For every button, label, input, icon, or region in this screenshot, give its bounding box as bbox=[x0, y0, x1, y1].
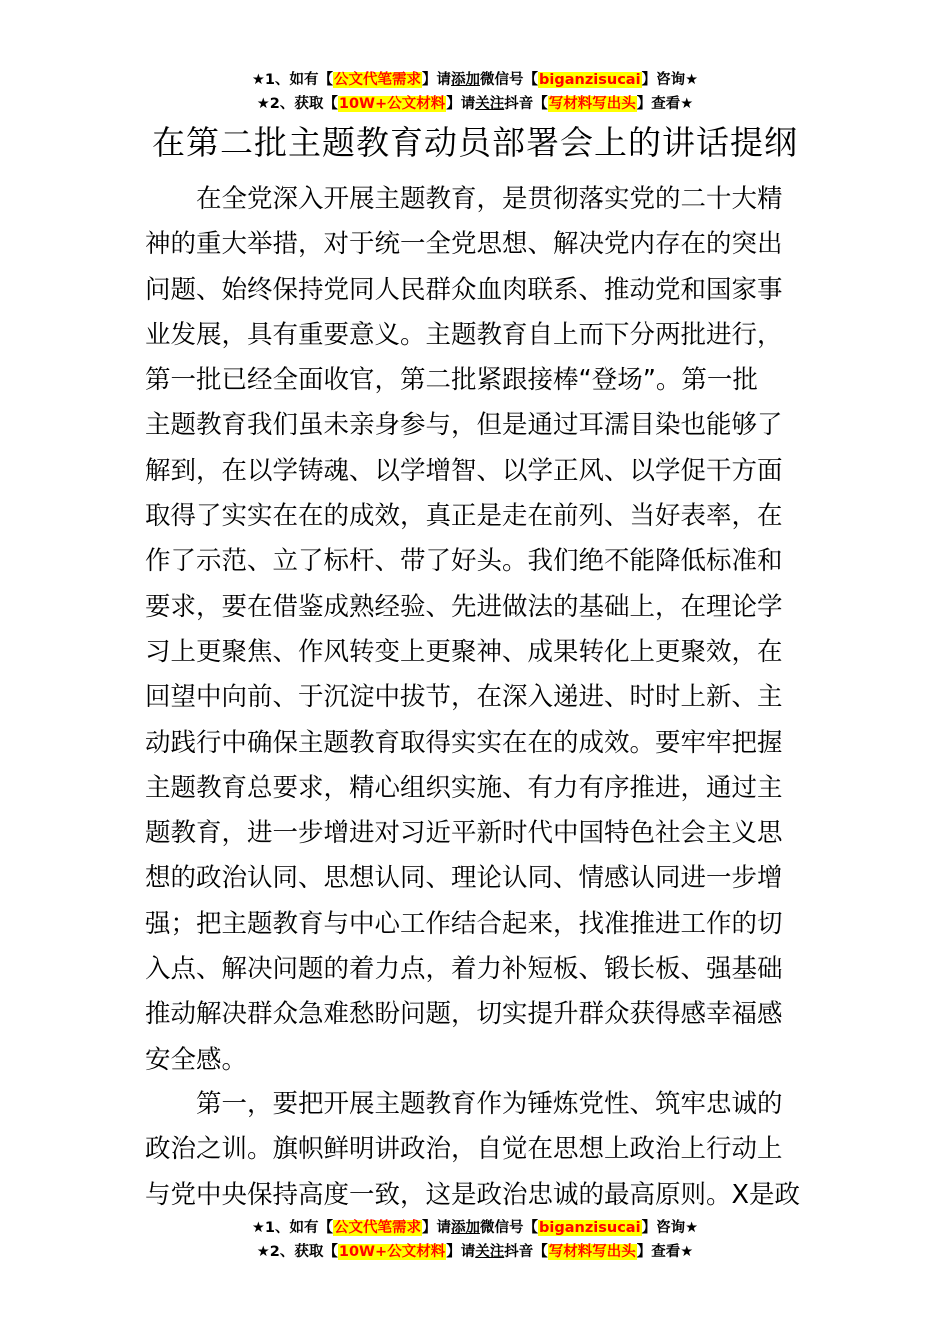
banner-highlight-wechat-id: biganzisucai bbox=[539, 72, 641, 88]
banner-text: 】请 bbox=[422, 72, 452, 88]
banner-line-1 bbox=[0, 68, 950, 92]
document-title: 在第二批主题教育动员部署会上的讲话提纲 bbox=[152, 123, 798, 162]
text-line: 习上更聚焦、作风转变上更聚神、成果转化上更聚效，在 bbox=[145, 636, 783, 667]
text-line: 推动解决群众急难愁盼问题，切实提升群众获得感幸福感 bbox=[145, 999, 783, 1030]
text-line: 主题教育我们虽未亲身参与，但是通过耳濡目染也能够了 bbox=[145, 410, 783, 441]
text-line: 在全党深入开展主题教育，是贯彻落实党的二十大精 bbox=[145, 184, 783, 214]
text-line: 第一，要把开展主题教育作为锤炼党性、筑牢忠诚的 bbox=[145, 1089, 783, 1119]
banner-line-2 bbox=[0, 92, 950, 116]
banner-text: 】请 bbox=[446, 96, 476, 112]
text-line: 作了示范、立了标杆、带了好头。我们绝不能降低标准和 bbox=[145, 546, 783, 577]
banner-text: 微信号【 bbox=[480, 72, 539, 88]
text-line: 取得了实实在在的成效，真正是走在前列、当好表率，在 bbox=[145, 501, 783, 532]
banner-highlight-wechat-id: biganzisucai bbox=[539, 1220, 641, 1236]
banner-text: ★2、获取【 bbox=[256, 96, 338, 112]
text-line: 问题、始终保持党同人民群众血肉联系、推动党和国家事 bbox=[145, 274, 783, 305]
banner-line-2 bbox=[0, 1240, 950, 1264]
text-line: 主题教育总要求，精心组织实施、有力有序推进，通过主 bbox=[145, 772, 783, 803]
text-line: 回望中向前、于沉淀中拔节，在深入递进、时时上新、主 bbox=[145, 682, 783, 713]
banner-text: ★1、如有【 bbox=[251, 72, 334, 88]
banner-text: 】查看★ bbox=[636, 1244, 694, 1260]
banner-text: 】请 bbox=[422, 1220, 452, 1236]
text-line: 政治之训。旗帜鲜明讲政治，自觉在思想上政治上行动上 bbox=[145, 1134, 783, 1165]
banner-text: ★2、获取【 bbox=[256, 1244, 338, 1260]
banner-text: 抖音【 bbox=[504, 96, 548, 112]
banner-highlight: 公文代笔需求 bbox=[334, 1220, 422, 1236]
banner-highlight: 10W+公文材料 bbox=[338, 1244, 446, 1260]
banner-text: 】咨询★ bbox=[641, 1220, 699, 1236]
banner-text: 】查看★ bbox=[636, 96, 694, 112]
text-line: 业发展，具有重要意义。主题教育自上而下分两批进行， bbox=[145, 319, 783, 350]
banner-text: 】咨询★ bbox=[641, 72, 699, 88]
text-line: 解到，在以学铸魂、以学增智、以学正风、以学促干方面 bbox=[145, 455, 783, 486]
paragraph-1 bbox=[145, 177, 815, 1083]
text-line: 强；把主题教育与中心工作结合起来，找准推进工作的切 bbox=[145, 908, 783, 939]
text-line: 第一批已经全面收官，第二批紧跟接棒“登场”。第一批 bbox=[145, 365, 758, 396]
banner-text: 抖音【 bbox=[504, 1244, 548, 1260]
banner-text: 】请 bbox=[446, 1244, 476, 1260]
banner-text: ★1、如有【 bbox=[251, 1220, 334, 1236]
banner-highlight: 10W+公文材料 bbox=[338, 96, 446, 112]
text-line: 与党中央保持高度一致，这是政治忠诚的最高原则。X是政 bbox=[145, 1179, 800, 1210]
text-line: 入点、解决问题的着力点，着力补短板、锻长板、强基础 bbox=[145, 954, 783, 985]
banner-highlight-douyin-id: 写材料写出头 bbox=[548, 96, 636, 112]
banner-highlight-douyin-id: 写材料写出头 bbox=[548, 1244, 636, 1260]
text-line: 要求，要在借鉴成熟经验、先进做法的基础上，在理论学 bbox=[145, 591, 783, 622]
banner-underlined-text: 关注 bbox=[475, 1244, 505, 1260]
text-line: 题教育，进一步增进对习近平新时代中国特色社会主义思 bbox=[145, 818, 783, 849]
banner-highlight: 公文代笔需求 bbox=[334, 72, 422, 88]
banner-underlined-text: 添加 bbox=[451, 1220, 481, 1236]
banner-underlined-text: 关注 bbox=[475, 96, 505, 112]
banner-line-1 bbox=[0, 1216, 950, 1240]
text-line: 想的政治认同、思想认同、理论认同、情感认同进一步增 bbox=[145, 863, 783, 894]
paragraph-2 bbox=[145, 1082, 815, 1218]
banner-text: 微信号【 bbox=[480, 1220, 539, 1236]
header-banner bbox=[0, 68, 950, 116]
footer-banner bbox=[0, 1216, 950, 1264]
text-line: 动践行中确保主题教育取得实实在在的成效。要牢牢把握 bbox=[145, 727, 783, 758]
text-line: 安全感。 bbox=[145, 1044, 248, 1075]
banner-underlined-text: 添加 bbox=[451, 72, 481, 88]
text-line: 神的重大举措，对于统一全党思想、解决党内存在的突出 bbox=[145, 229, 783, 260]
